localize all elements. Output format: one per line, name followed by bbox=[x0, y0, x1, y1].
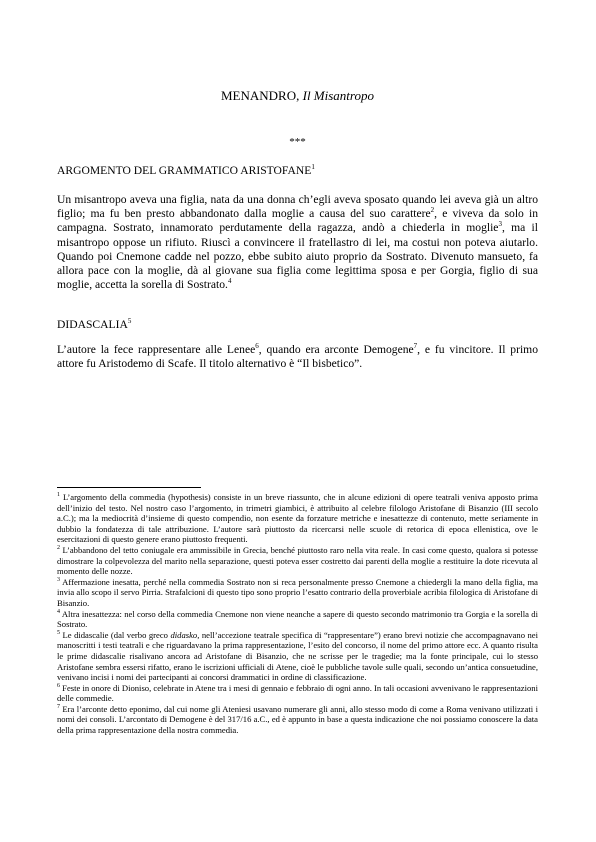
argomento-text-b: , e viveva da solo in campagna. Sostrato, innamorato perdutamente della ragazza, andò a chiederla in moglie bbox=[57, 207, 538, 235]
footnote-number: 7 bbox=[57, 704, 60, 711]
footnote-5 bbox=[57, 630, 538, 683]
footnote-divider bbox=[57, 487, 201, 488]
footnote-text: Affermazione inesatta, perché nella commedia Sostrato non si reca personalmente presso Cnemone a chiedergli la mano della figlia, ma invia allo scopo il servo Pirria. Strafalcioni di questo tipo sono proprio l’esatto contrario della proverbiale acribia filologica di Aristofane di Bisanzio. bbox=[57, 576, 538, 608]
footnote-number: 3 bbox=[57, 576, 60, 583]
section-separator: *** bbox=[289, 136, 306, 148]
footnote-2 bbox=[57, 545, 538, 577]
didascalia-text-a: L’autore la fece rappresentare alle Lenee bbox=[57, 343, 256, 356]
didascalia-text-b: , quando era arconte Demogene bbox=[258, 343, 414, 356]
footnote-1 bbox=[57, 492, 538, 545]
footnote-number: 4 bbox=[57, 608, 60, 615]
footnote-text: nell’accezione teatrale specifica di “rappresentare”) erano brevi notizie che accompagnavano nei manoscritti i testi teatrali e che riguardavano la prima rappresentazione, l’esito del concorso, il nome del primo attore ecc. A quanto risulta le prime didascalie risalivano ancora ad Aristofane di Bisanzio, che ne scrisse per le tragedie; ma la fonte principale, cui lo stesso Aristofane sembra essersi rifatto, erano le iscrizioni ufficiali di Atene, cioè le pubbliche tavole sulle quali, secondo un’antica consuetudine, venivano incisi i nomi dei partecipanti ai concorsi drammatici in ordine di classificazione. bbox=[57, 629, 538, 683]
footnote-number: 5 bbox=[57, 629, 60, 636]
footnote-ref-1[interactable]: 1 bbox=[311, 163, 315, 172]
footnote-italic-term: didasko, bbox=[170, 629, 200, 640]
footnote-7 bbox=[57, 704, 538, 736]
title-author: MENANDRO, bbox=[220, 88, 303, 103]
paragraph-didascalia bbox=[57, 343, 538, 371]
argomento-text-c: , ma il misantropo oppose un rifiuto. Riuscì a convincere il fratellastro di lei, ma costui non poteva aiutarlo. Quando poi Cnemone cadde nel pozzo, ebbe subito aiuto proprio da Sostrato. Divenuto mansueto, fa allora pace con la moglie, dà al giovane sua figlia come legittima sposa e per Gorgia, figlio di sua moglie, accetta la sorella di Sostrato. bbox=[57, 221, 538, 292]
paragraph-argomento bbox=[57, 193, 538, 292]
title-work: Il Misantropo bbox=[302, 88, 374, 103]
footnote-ref-2[interactable]: 2 bbox=[430, 206, 435, 215]
footnote-text: L’abbandono del tetto coniugale era ammissibile in Grecia, benché piuttosto raro nella vita reale. In casi come questo, qualora si potesse dimostrare la colpevolezza del marito nella separazione, questi poteva esser costretto dai parenti della moglie a restituire la dote ricevuta al momento delle nozze. bbox=[57, 544, 538, 577]
footnote-4 bbox=[57, 609, 538, 630]
footnote-3 bbox=[57, 577, 538, 609]
footnote-ref-3[interactable]: 3 bbox=[498, 220, 502, 229]
footnote-text: Altra inesattezza: nel corso della commedia Cnemone non viene neanche a sapere di questo secondo matrimonio tra Gorgia e la sorella di Sostrato. bbox=[57, 608, 538, 630]
heading-didascalia-text: DIDASCALIA bbox=[57, 318, 128, 331]
footnote-number: 1 bbox=[57, 492, 60, 499]
document-title bbox=[57, 88, 538, 104]
footnote-number: 6 bbox=[57, 682, 60, 689]
footnote-6 bbox=[57, 683, 538, 704]
didascalia-text-c: , e fu vincitore. Il primo attore fu Aristodemo di Scafe. Il titolo alternativo è “Il bisbetico”. bbox=[57, 343, 539, 371]
footnote-ref-6[interactable]: 6 bbox=[255, 342, 259, 351]
footnote-text: Feste in onore di Dioniso, celebrate in Atene tra i mesi di gennaio e febbraio di ogni anno. In tali occasioni avvenivano le rappresentazioni delle commedie. bbox=[57, 682, 538, 704]
argomento-text-a: Un misantropo aveva una figlia, nata da una donna ch’egli aveva sposato quando lei aveva già un altro figlio; ma fu ben presto abbandonato dalla moglie a causa del suo carattere bbox=[57, 193, 538, 221]
footnote-ref-5[interactable]: 5 bbox=[127, 317, 132, 326]
heading-didascalia bbox=[57, 318, 131, 332]
footnote-text: Le didascalie (dal verbo greco bbox=[60, 629, 171, 640]
footnote-text: L’argomento della commedia (hypothesis) consiste in un breve riassunto, che in alcune edizioni di opere teatrali veniva apposto prima dell’inizio del testo. Nel nostro caso l’argomento, in trimetri giambici, è attribuito al celebre filologo Aristofane di Bisanzio (III secolo a.C.); ma la mediocrità d’insieme di questo compendio, non esente da forzature metriche e inesattezze di contenuto, mette seriamente in dubbio la fondatezza di tale attribuzione. L’autore sarà piuttosto da ricercarsi nelle scuole di retorica di epoca ellenistica, ove le esercitazioni di questo genere erano piuttosto frequenti. bbox=[57, 492, 538, 545]
footnote-text: Era l’arconte detto eponimo, dal cui nome gli Ateniesi usavano numerare gli anni, allo stesso modo di come a Roma venivano utilizzati i nomi dei consoli. L’arcontato di Demogene è del 317/16 a.C., ed è appunto in base a questa indicazione che noi possiamo conoscere la data della prima rappresentazione della nostra commedia. bbox=[57, 703, 538, 736]
footnotes bbox=[57, 492, 538, 736]
footnote-ref-7[interactable]: 7 bbox=[413, 342, 418, 351]
footnote-number: 2 bbox=[57, 545, 60, 552]
footnote-ref-4[interactable]: 4 bbox=[227, 277, 232, 286]
heading-argomento bbox=[57, 164, 315, 178]
heading-argomento-text: ARGOMENTO DEL GRAMMATICO ARISTOFANE bbox=[57, 164, 312, 177]
